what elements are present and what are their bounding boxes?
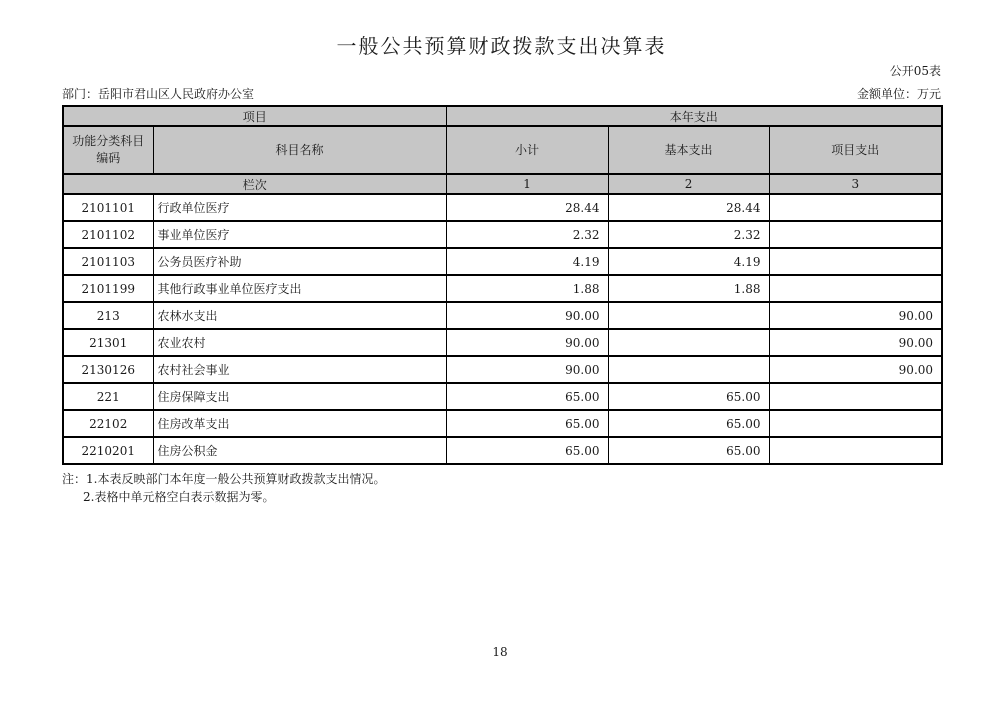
cell-project-expenditure [769,437,942,464]
cell-subtotal: 2.32 [446,221,608,248]
cell-basic-expenditure [608,329,769,356]
table-row [63,437,942,464]
header-column-index-label: 栏次 [63,174,446,194]
cell-basic-expenditure: 1.88 [608,275,769,302]
amount-unit-label: 金额单位：万元 [856,87,941,101]
table-row [63,194,942,221]
cell-project-expenditure: 90.00 [769,302,942,329]
header-subject-name: 科目名称 [153,126,446,174]
header-col-number-2: 2 [608,174,769,194]
cell-subtotal: 1.88 [446,275,608,302]
cell-project-expenditure [769,194,942,221]
cell-function-code: 2101103 [63,248,153,275]
cell-subtotal: 90.00 [446,302,608,329]
header-project-group: 项目 [63,106,446,126]
cell-subtotal: 90.00 [446,329,608,356]
budget-table [62,105,943,465]
cell-function-code: 2210201 [63,437,153,464]
note-line-1: 注：1.本表反映部门本年度一般公共预算财政拨款支出情况。 [62,472,386,486]
table-row [63,248,942,275]
header-columns-row [63,126,942,174]
cell-function-code: 221 [63,383,153,410]
cell-subject-name: 农村社会事业 [153,356,446,383]
cell-project-expenditure: 90.00 [769,356,942,383]
cell-project-expenditure [769,275,942,302]
meta-row [62,86,941,102]
table-row [63,275,942,302]
page-title: 一般公共预算财政拨款支出决算表 [336,34,667,58]
cell-subtotal: 65.00 [446,437,608,464]
cell-basic-expenditure: 28.44 [608,194,769,221]
cell-function-code: 2130126 [63,356,153,383]
cell-subtotal: 65.00 [446,383,608,410]
header-group-row [63,106,942,126]
table-row [63,329,942,356]
cell-function-code: 2101102 [63,221,153,248]
cell-subject-name: 农林水支出 [153,302,446,329]
cell-basic-expenditure: 65.00 [608,410,769,437]
cell-project-expenditure [769,383,942,410]
cell-function-code: 21301 [63,329,153,356]
table-notes [62,470,941,506]
header-function-code: 功能分类科目 编码 [63,126,153,174]
cell-project-expenditure [769,410,942,437]
header-basic-expenditure: 基本支出 [608,126,769,174]
header-project-expenditure: 项目支出 [769,126,942,174]
cell-basic-expenditure [608,302,769,329]
cell-basic-expenditure: 2.32 [608,221,769,248]
cell-subtotal: 28.44 [446,194,608,221]
header-subtotal: 小计 [446,126,608,174]
cell-subtotal: 90.00 [446,356,608,383]
header-col-number-3: 3 [769,174,942,194]
table-row [63,356,942,383]
note-line-2: 2.表格中单元格空白表示数据为零。 [83,490,275,504]
header-col-number-1: 1 [446,174,608,194]
cell-subject-name: 住房公积金 [153,437,446,464]
cell-subtotal: 65.00 [446,410,608,437]
cell-function-code: 2101101 [63,194,153,221]
table-row [63,221,942,248]
cell-function-code: 2101199 [63,275,153,302]
cell-subject-name: 事业单位医疗 [153,221,446,248]
cell-subject-name: 公务员医疗补助 [153,248,446,275]
header-index-row [63,174,942,194]
cell-project-expenditure [769,221,942,248]
cell-subtotal: 4.19 [446,248,608,275]
department-label: 部门：岳阳市君山区人民政府办公室 [62,87,255,101]
cell-function-code: 22102 [63,410,153,437]
cell-function-code: 213 [63,302,153,329]
table-header [63,106,942,194]
cell-subject-name: 住房保障支出 [153,383,446,410]
page-number: 18 [492,645,508,659]
cell-basic-expenditure: 65.00 [608,437,769,464]
table-body [63,194,942,464]
cell-subject-name: 其他行政事业单位医疗支出 [153,275,446,302]
cell-basic-expenditure: 65.00 [608,383,769,410]
cell-basic-expenditure [608,356,769,383]
table-row [63,410,942,437]
cell-basic-expenditure: 4.19 [608,248,769,275]
cell-project-expenditure [769,248,942,275]
cell-project-expenditure: 90.00 [769,329,942,356]
table-code-label: 公开05表 [889,64,941,78]
cell-subject-name: 行政单位医疗 [153,194,446,221]
table-row [63,302,942,329]
cell-subject-name: 住房改革支出 [153,410,446,437]
document-content [62,0,941,506]
cell-subject-name: 农业农村 [153,329,446,356]
table-row [63,383,942,410]
header-current-year-group: 本年支出 [446,106,942,126]
